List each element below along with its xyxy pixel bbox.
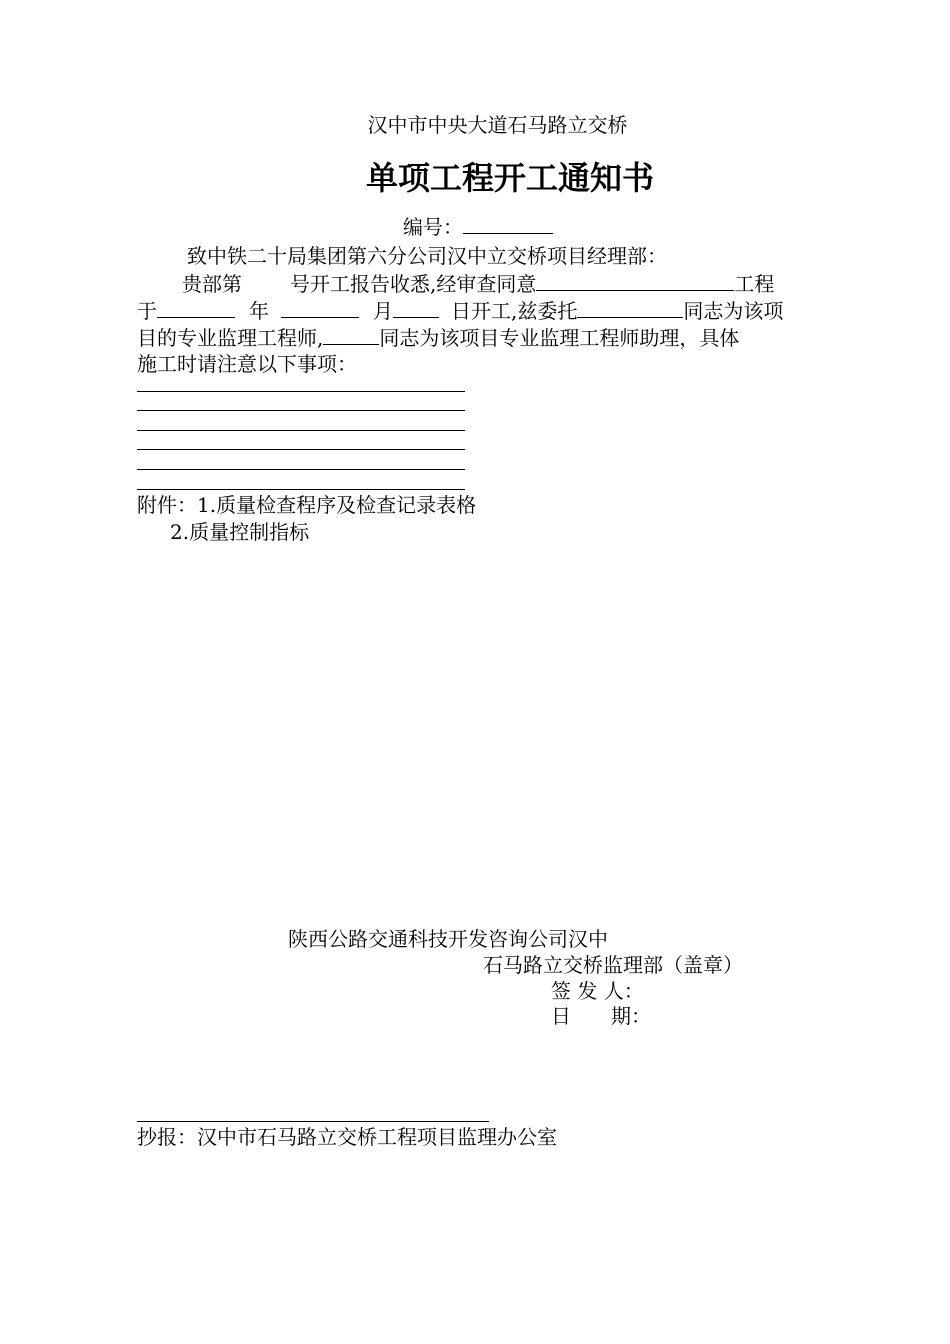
body-text: 于 bbox=[137, 299, 157, 323]
notes-line[interactable] bbox=[137, 489, 465, 490]
year-label: 年 bbox=[249, 299, 269, 323]
month-field[interactable] bbox=[281, 297, 359, 318]
month-label: 月 bbox=[373, 299, 393, 323]
footer-divider bbox=[137, 1121, 489, 1122]
signer-label: 签 发 人： bbox=[551, 979, 644, 1003]
body-text: 号开工报告收悉,经审查同意 bbox=[290, 272, 537, 296]
body-text: 工程 bbox=[734, 272, 775, 296]
body-text: 同志为该项 bbox=[683, 299, 784, 323]
attachment-2: 2.质量控制指标 bbox=[170, 520, 310, 544]
document-number-field[interactable] bbox=[463, 213, 553, 234]
date-label: 日 期： bbox=[551, 1004, 651, 1028]
body-text: 同志为该项目专业监理工程师助理，具体 bbox=[379, 326, 740, 350]
assistant-field[interactable] bbox=[323, 324, 379, 345]
project-name-field[interactable] bbox=[536, 270, 734, 291]
project-name: 汉中市中央大道石马路立交桥 bbox=[367, 113, 628, 137]
body-line-3 bbox=[137, 324, 739, 351]
body-line-1 bbox=[182, 270, 774, 297]
notes-line[interactable] bbox=[137, 391, 465, 392]
year-field[interactable] bbox=[157, 297, 235, 318]
notes-line[interactable] bbox=[137, 430, 465, 431]
document-number bbox=[403, 213, 553, 240]
addressee: 致中铁二十局集团第六分公司汉中立交桥项目经理部： bbox=[187, 244, 667, 268]
document-number-label: 编号： bbox=[403, 215, 463, 239]
attachment-1: 附件：1.质量检查程序及检查记录表格 bbox=[137, 493, 477, 517]
engineer-field[interactable] bbox=[577, 297, 683, 318]
issuer-org-line-1: 陕西公路交通科技开发咨询公司汉中 bbox=[288, 927, 608, 951]
notes-line[interactable] bbox=[137, 410, 465, 411]
page-title: 单项工程开工通知书 bbox=[365, 159, 654, 197]
body-text: 日开工,兹委托 bbox=[451, 299, 578, 323]
cc-line: 抄报：汉中市石马路立交桥工程项目监理办公室 bbox=[137, 1125, 557, 1149]
notes-line[interactable] bbox=[137, 469, 465, 470]
body-text: 目的专业监理工程师, bbox=[137, 326, 324, 350]
body-line-4: 施工时请注意以下事项： bbox=[137, 352, 357, 376]
notes-line[interactable] bbox=[137, 449, 465, 450]
body-line-2 bbox=[137, 297, 783, 324]
day-field[interactable] bbox=[393, 297, 439, 318]
body-text: 贵部第 bbox=[182, 272, 242, 296]
issuer-org-line-2: 石马路立交桥监理部（盖章） bbox=[483, 953, 743, 977]
